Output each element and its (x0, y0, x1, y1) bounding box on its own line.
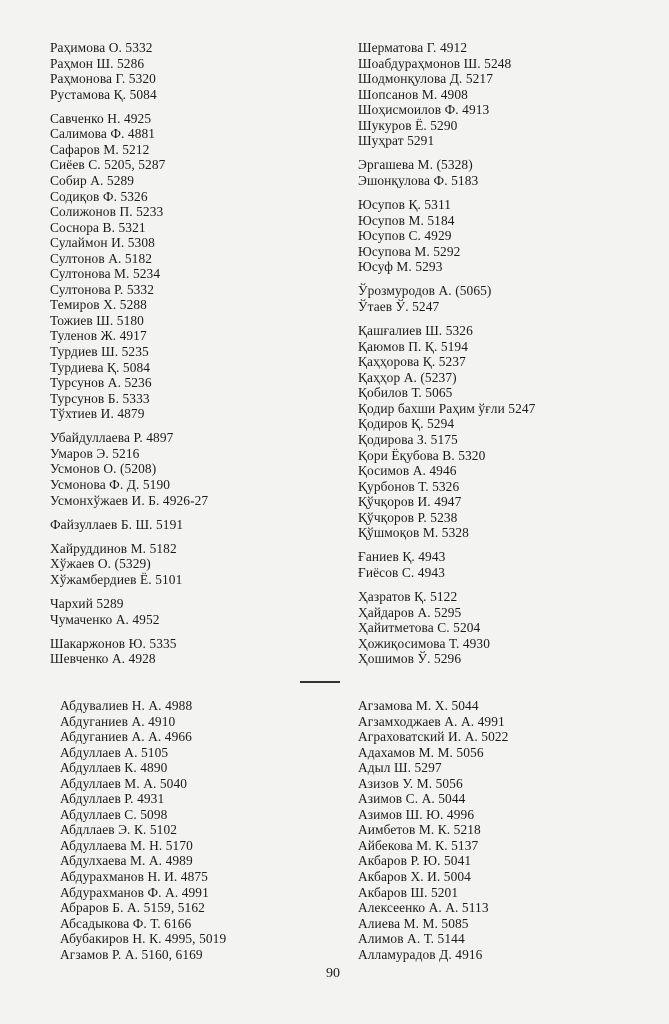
letter-group (358, 589, 658, 667)
index-entry: Қурбонов Т. 5326 (358, 478, 460, 494)
index-entry: Усмонхўжаев И. Б. 4926-27 (50, 492, 209, 508)
index-entry: Алексеенко А. А. 5113 (358, 900, 489, 916)
index-entry: Юсупов Қ. 5311 (358, 197, 452, 213)
index-entry: Усмонова Ф. Д. 5190 (50, 476, 171, 492)
index-entry: Ғаниев Қ. 4943 (358, 549, 446, 565)
index-entry: Қўчқоров Р. 5238 (358, 509, 458, 525)
index-entry: Шукуров Ё. 5290 (358, 117, 458, 133)
index-entry: Ўрозмуродов А. (5065) (358, 283, 492, 299)
letter-group (358, 157, 658, 188)
index-entry: Ҳайдаров А. 5295 (358, 604, 462, 620)
index-entry: Абдулхаева М. А. 4989 (60, 853, 193, 869)
index-entry: Қодирова З. 5175 (358, 431, 458, 447)
index-entry: Темиров Х. 5288 (50, 297, 147, 313)
index-entry: Абдуллаев С. 5098 (60, 806, 168, 822)
index-entry: Тожиев Ш. 5180 (50, 312, 144, 328)
index-entry: Акбаров Х. И. 5004 (358, 869, 471, 885)
letter-group (50, 636, 350, 667)
index-entry: Абубакиров Н. К. 4995, 5019 (60, 931, 227, 947)
index-entry: Ҳошимов Ў. 5296 (358, 651, 462, 667)
index-entry: Акбаров Ш. 5201 (358, 884, 459, 900)
index-entry: Алламурадов Д. 4916 (358, 946, 483, 962)
index-entry: Агзамова М. Х. 5044 (358, 698, 479, 713)
index-entry: Салимова Ф. 4881 (50, 126, 156, 142)
index-entry: Абдуллаев К. 4890 (60, 760, 168, 776)
index-entry: Алимов А. Т. 5144 (358, 931, 465, 947)
index-entry: Эшонқулова Ф. 5183 (358, 172, 479, 188)
index-entry: Соснора В. 5321 (50, 219, 146, 235)
letter-group (358, 698, 658, 962)
index-entry: Абдурахманов Ф. А. 4991 (60, 884, 209, 900)
index-entry: Турсунов А. 5236 (50, 375, 152, 391)
page-number: 90 (326, 966, 340, 981)
index-column-bottom-left (60, 698, 360, 971)
letter-group (358, 40, 658, 149)
index-entry: Сиёев С. 5205, 5287 (50, 157, 166, 173)
index-entry: Қодиров Қ. 5294 (358, 416, 455, 432)
index-entry: Султонова М. 5234 (50, 266, 161, 282)
index-entry: Аимбетов М. К. 5218 (358, 822, 481, 838)
letter-group (358, 283, 658, 314)
index-column-bottom-right (358, 698, 658, 971)
index-entry: Султонова Р. 5332 (50, 281, 155, 297)
index-entry: Абдуллаев М. А. 5040 (60, 775, 188, 791)
index-entry: Адыл Ш. 5297 (358, 760, 442, 776)
index-entry: Қори Ёқубова В. 5320 (358, 447, 486, 463)
index-entry: Абдуллаев Р. 4931 (60, 791, 165, 807)
letter-group (50, 541, 350, 588)
letter-group (50, 430, 350, 508)
index-entry: Шуҳрат 5291 (358, 133, 435, 149)
index-entry: Қобилов Т. 5065 (358, 385, 453, 401)
index-entry: Хўжаев О. (5329) (50, 556, 151, 572)
index-entry: Хайруддинов М. 5182 (50, 540, 177, 556)
index-entry: Ҳайитметова С. 5204 (358, 620, 481, 636)
index-entry: Файзуллаев Б. Ш. 5191 (50, 516, 184, 532)
index-entry: Қаюмов П. Қ. 5194 (358, 338, 469, 354)
index-entry: Чархий 5289 (50, 596, 124, 612)
index-entry: Туленов Ж. 4917 (50, 328, 147, 344)
index-entry: Шакаржонов Ю. 5335 (50, 635, 177, 651)
index-entry: Шерматова Г. 4912 (358, 40, 468, 55)
index-entry: Сулаймон И. 5308 (50, 235, 155, 251)
letter-group (50, 111, 350, 422)
index-column-top-right (358, 40, 658, 675)
index-entry: Қаҳҳорова Қ. 5237 (358, 354, 466, 370)
index-entry: Содиқов Ф. 5326 (50, 188, 148, 204)
index-entry: Шоабдураҳмонов Ш. 5248 (358, 55, 512, 71)
index-entry: Абдувалиев Н. А. 4988 (60, 698, 193, 713)
index-entry: Ўтаев Ў. 5247 (358, 298, 440, 314)
index-entry: Абдллаев Э. К. 5102 (60, 822, 178, 838)
index-entry: Абраров Б. А. 5159, 5162 (60, 900, 205, 916)
index-entry: Абдуллаева М. Н. 5170 (60, 837, 193, 853)
index-entry: Азимов С. А. 5044 (358, 791, 466, 807)
index-entry: Шоҳисмоилов Ф. 4913 (358, 102, 490, 118)
index-entry: Қаҳҳор А. (5237) (358, 369, 457, 385)
index-entry: Турсунов Б. 5333 (50, 390, 150, 406)
index-entry: Қўчқоров И. 4947 (358, 494, 462, 510)
letter-group (358, 197, 658, 275)
section-divider (300, 681, 340, 683)
index-entry: Аграховатский И. А. 5022 (358, 729, 509, 745)
index-entry: Абсадыкова Ф. Т. 6166 (60, 915, 192, 931)
index-entry: Ҳожиқосимова Т. 4930 (358, 635, 491, 651)
index-entry: Чумаченко А. 4952 (50, 611, 160, 627)
index-entry: Акбаров Р. Ю. 5041 (358, 853, 472, 869)
letter-group (358, 323, 658, 541)
index-entry: Султонов А. 5182 (50, 250, 153, 266)
letter-group (50, 517, 350, 533)
index-entry: Раҳмон Ш. 5286 (50, 55, 145, 71)
index-entry: Юсуф М. 5293 (358, 259, 443, 275)
index-entry: Айбекова М. К. 5137 (358, 837, 479, 853)
index-entry: Ғиёсов С. 4943 (358, 564, 445, 580)
index-entry: Усмонов О. (5208) (50, 461, 157, 477)
letter-group (50, 596, 350, 627)
index-entry: Қодир бахши Раҳим ўғли 5247 (358, 400, 536, 416)
index-entry: Юсупов С. 4929 (358, 228, 452, 244)
index-entry: Азимов Ш. Ю. 4996 (358, 806, 475, 822)
index-entry: Қўшмоқов М. 5328 (358, 525, 469, 541)
index-entry: Сафаров М. 5212 (50, 141, 150, 157)
letter-group (60, 698, 360, 962)
index-entry: Адахамов М. М. 5056 (358, 744, 484, 760)
index-entry: Абдуганиев А. 4910 (60, 713, 176, 729)
index-entry: Тўхтиев И. 4879 (50, 406, 145, 422)
index-entry: Агзамходжаев А. А. 4991 (358, 713, 505, 729)
index-entry: Шевченко А. 4928 (50, 651, 156, 667)
index-entry: Рустамова Қ. 5084 (50, 86, 157, 102)
index-entry: Собир А. 5289 (50, 172, 135, 188)
index-entry: Солижонов П. 5233 (50, 204, 164, 220)
index-entry: Турдиева Қ. 5084 (50, 359, 151, 375)
index-entry: Агзамов Р. А. 5160, 6169 (60, 946, 203, 962)
index-entry: Қашғалиев Ш. 5326 (358, 323, 473, 339)
index-entry: Юсупова М. 5292 (358, 243, 461, 259)
index-entry: Эргашева М. (5328) (358, 157, 473, 173)
index-entry: Абдуллаев А. 5105 (60, 744, 169, 760)
index-entry: Хўжамбердиев Ё. 5101 (50, 571, 183, 587)
index-entry: Турдиев Ш. 5235 (50, 343, 149, 359)
index-entry: Шодмонқулова Д. 5217 (358, 71, 494, 87)
letter-group (358, 549, 658, 580)
index-entry: Азизов У. М. 5056 (358, 775, 463, 791)
index-entry: Раҳмонова Г. 5320 (50, 71, 156, 87)
index-column-top-left (50, 40, 350, 675)
index-entry: Шопсанов М. 4908 (358, 86, 468, 102)
index-entry: Алиева М. М. 5085 (358, 915, 469, 931)
index-entry: Юсупов М. 5184 (358, 212, 455, 228)
index-entry: Қосимов А. 4946 (358, 463, 457, 479)
index-entry: Умаров Э. 5216 (50, 445, 140, 461)
index-entry: Ҳазратов Қ. 5122 (358, 589, 458, 605)
index-entry: Абдурахманов Н. И. 4875 (60, 869, 208, 885)
index-entry: Савченко Н. 4925 (50, 110, 152, 126)
index-entry: Раҳимова О. 5332 (50, 40, 153, 55)
index-entry: Убайдуллаева Р. 4897 (50, 430, 174, 446)
letter-group (50, 40, 350, 102)
index-entry: Абдуганиев А. А. 4966 (60, 729, 192, 745)
